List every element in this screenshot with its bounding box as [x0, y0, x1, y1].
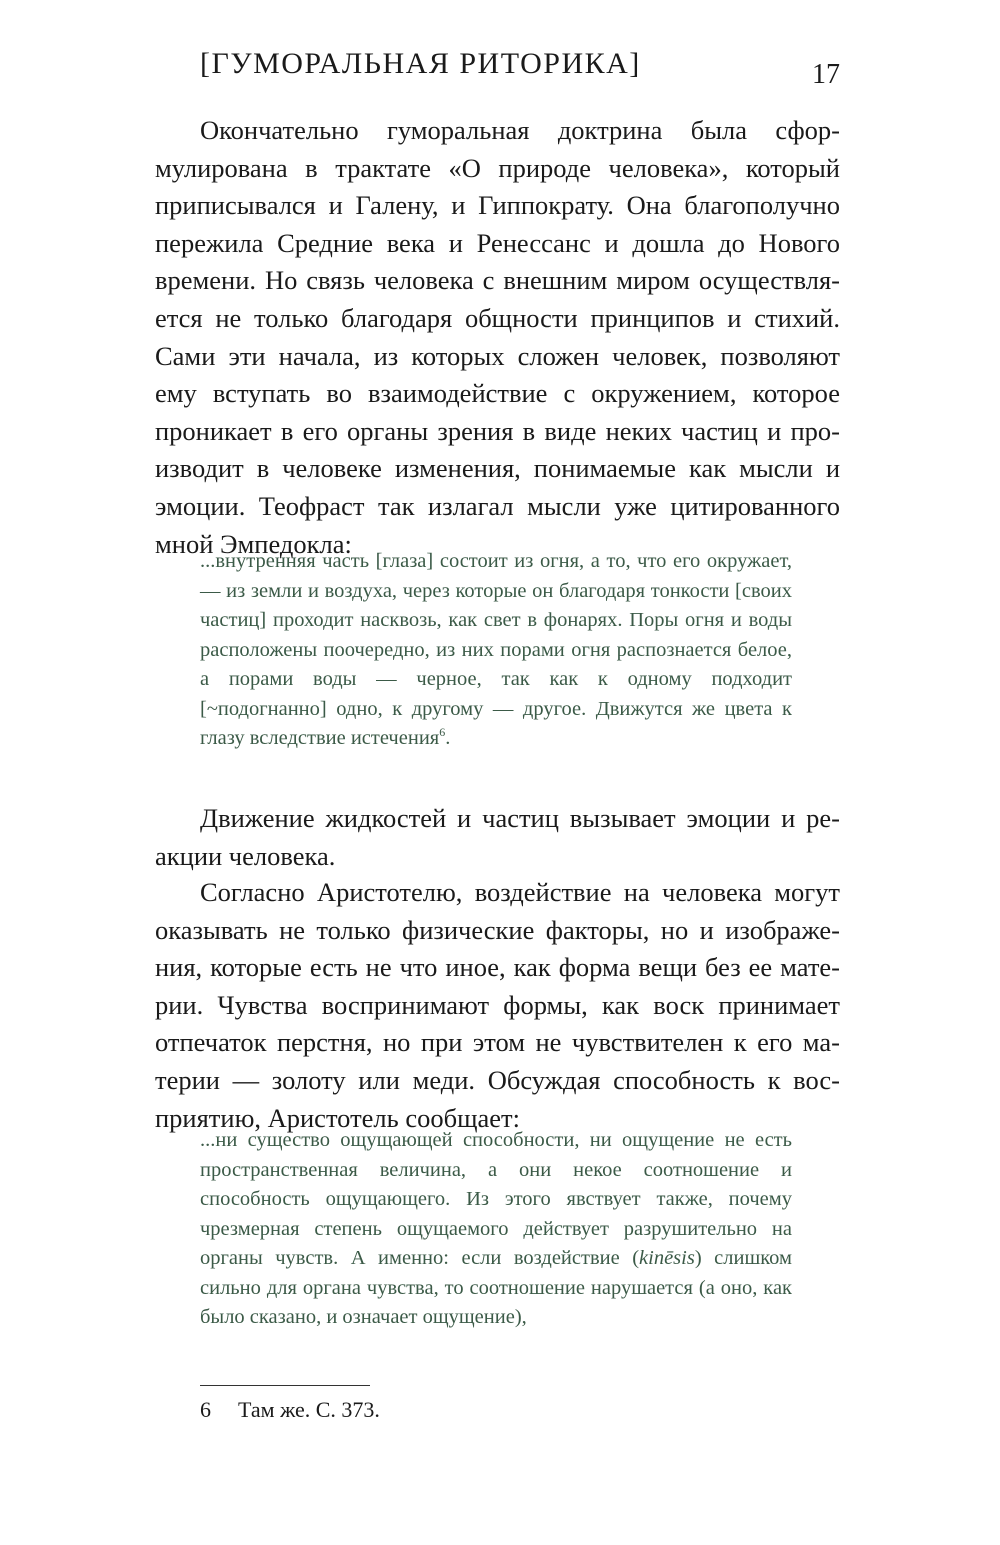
- paragraph-humoral-doctrine: Окончательно гуморальная доктрина была сформулирована в трактате «О природе человека», который приписывался и Галену, и Гиппократу. Она благополучно пережила Средние века и Ренессанс и дошла до Нового времени. Но связь человека с внешним миром осуществляется не только благодаря общности принципов и стихий. Сами эти начала, из которых сложен человек, позволяют ему вступать во взаимодействие с окружением, которое проникает в его органы зрения в виде неких частиц и производит в человеке изменения, понимаемые как мысли и эмоции. Теофраст так излагал мысли уже цитированного мной Эмпедокла:: [155, 115, 840, 559]
- paragraph-fluid-movement: Движение жидкостей и частиц вызывает эмоции и реакции человека.: [155, 803, 840, 871]
- footnote-6: [200, 1395, 380, 1425]
- footnote-number: 6: [200, 1397, 211, 1422]
- quote-theophrastus-empedocles: ...внутренняя часть [глаза] состоит из огня, а то, что его окружает, — из земли и воздуха, через которые он благодаря тонкости [своих частиц] проходит насквозь, как свет в фонарях. Поры огня и воды расположены поочередно, из них порами огня распознается белое, а порами воды — черное, так как к одному подходит [~подогнанно] одно, к другому — другое. Движутся же цвета к глазу вследствие истечения$^6$.: [200, 550, 792, 749]
- footnote-divider: [200, 1385, 370, 1386]
- quote-text: ...внутренняя часть [глаза] состоит из огня, а то, что его окружает, — из земли и воздуха, через которые он благодаря тонкости [своих частиц] проходит насквозь, как свет в фонарях. Поры огня и воды расположены поочередно, из них порами огня распознается белое, а порами воды — черное, так как к одному подходит [~подогнанно] одно, к другому — другое. Движутся же цвета к глазу вследствие истечения: [200, 550, 792, 749]
- paragraph-aristotle: Согласно Аристотелю, воздействие на человека могут оказывать не только физические факторы, но и изображения, которые есть не что иное, как форма вещи без ее материи. Чувства воспринимают формы, как воск принимает отпечаток перстня, но при этом не чувствителен к его материи — золоту или меди. Обсуждая способность к восприятию, Аристотель сообщает:: [155, 877, 840, 1133]
- running-title: [ГУМОРАЛЬНАЯ РИТОРИКА]: [200, 47, 641, 80]
- quote-aristotle: [200, 1126, 792, 1333]
- quote-text-end: ) слишком сильно для органа чувства, то соотношение нарушается (а оно, как было сказано, и означает ощущение),: [200, 1247, 792, 1328]
- quote-text-start: ...ни существо ощущающей способности, ни ощущение не есть пространственная величина, а они некое соотношение и способность ощущающего. Из этого явствует также, почему чрезмерная степень ощущаемого действует разрушительно на органы чувств. А именно: если воздействие (: [200, 1129, 792, 1269]
- footnote-ref-6: 6: [439, 725, 446, 739]
- footnote-text: Там же. С. 373.: [238, 1397, 380, 1422]
- greek-term-kinesis: kinēsis: [639, 1247, 695, 1269]
- page-number: 17: [812, 59, 840, 90]
